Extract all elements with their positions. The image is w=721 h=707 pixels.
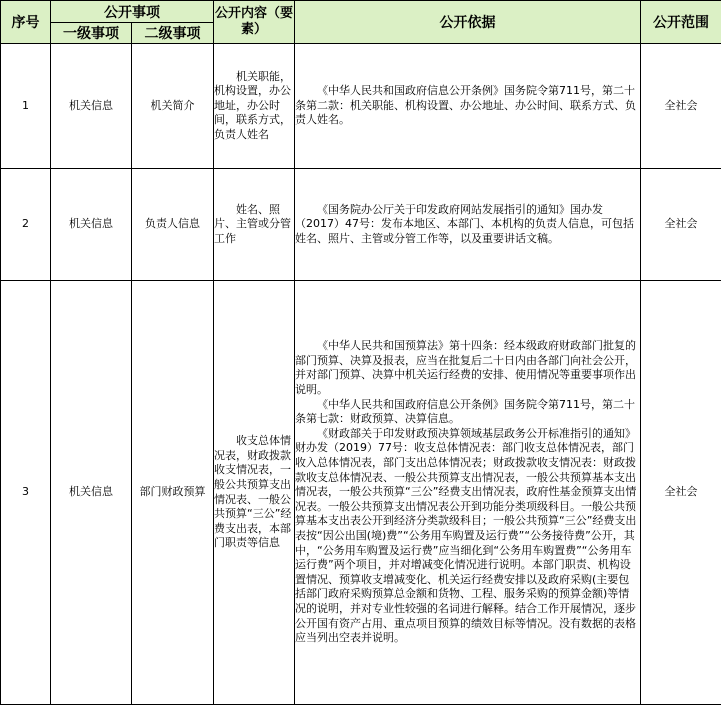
row-content-text: 姓名、照片、主管或分管工作 — [214, 202, 291, 245]
row-seq: 3 — [1, 281, 51, 705]
basis-paragraph: 《中华人民共和国政府信息公开条例》国务院令第711号，第二十条第七款：财政预算、决算信息。 — [295, 397, 635, 426]
row-scope: 全社会 — [641, 281, 721, 705]
basis-paragraph: 《中华人民共和国政府信息公开条例》国务院令第711号，第二十条第二款：机关职能、机构设置、办公地址、办公时间、联系方式、负责人姓名。 — [295, 84, 636, 127]
row-scope: 全社会 — [641, 44, 721, 169]
row-content-text: 机关职能，机构设置，办公地址，办公时间，联系方式，负责人姓名 — [214, 69, 291, 141]
row-content-text: 收支总体情况表，财政拨款收支情况表，一般公共预算支出情况表、一般公共预算“三公”经 费支出表，本部门职责等信息 — [214, 434, 292, 550]
header-scope: 公开范围 — [641, 1, 721, 44]
row-level2: 机关简介 — [132, 44, 214, 169]
row-level2: 部门财政预算 — [132, 281, 214, 705]
row-content — [214, 281, 295, 705]
row-scope: 全社会 — [641, 169, 721, 281]
header-level2: 二级事项 — [132, 23, 214, 44]
row-seq: 2 — [1, 169, 51, 281]
row-level1: 机关信息 — [51, 281, 132, 705]
header-row-top — [1, 1, 721, 23]
basis-paragraph: 《中华人民共和国预算法》第十四条：经本级政府财政部门批复的部门预算、决算及报表，应当在批复后二十日内由各部门向社会公开，并对部门预算、决算中机关运行经费的安排、使用情况等重要事项作出说明。 — [295, 339, 636, 397]
header-basis: 公开依据 — [295, 1, 641, 44]
table-row — [1, 44, 721, 169]
row-level1: 机关信息 — [51, 169, 132, 281]
header-seq: 序号 — [1, 1, 51, 44]
table-row — [1, 169, 721, 281]
header-content: 公开内容（要素） — [214, 1, 295, 44]
row-content — [214, 169, 295, 281]
basis-paragraph: 《国务院办公厅关于印发政府网站发展指引的通知》国办发（2017）47号：发布本地区、本部门、本机构的负责人信息，可包括姓名、照片、主管或分管工作等，以及重要讲话文稿。 — [295, 202, 634, 245]
row-seq: 1 — [1, 44, 51, 169]
header-level1: 一级事项 — [51, 23, 132, 44]
header-matter: 公开事项 — [51, 1, 214, 23]
row-level2: 负责人信息 — [132, 169, 214, 281]
table-row — [1, 281, 721, 705]
row-level1: 机关信息 — [51, 44, 132, 169]
row-basis — [295, 169, 641, 281]
row-basis — [295, 281, 641, 705]
basis-paragraph: 《财政部关于印发财政预决算领域基层政务公开标准指引的通知》财办发（2019）77号：收支总体情况表：部门收支总体情况表，部门收入总体情况表，部门支出总体情况表；财政拨款收支情况表：财政拨款收支总体情况表、一般公共预算支出情况表，一般公共预算基本支出情况表，一般公共预算“三公”经费支出情况表，政府性基金预算支出情况表。一般公共预算支出情况表公开到功能分类项级科目。一般公共预算基本支出表公开到经济分类款级科目；一般公共预算“三公”经费支出表按“因公出国(境)费”“公务用车购置及运行费”“公务接待费”公开，其中，“公务用车购置及运行费”应当细化到“公务用车购置费”“公务用车运行费”两个项目，并对增减变化情况进行说明。本部门职责、机构设置情况、预算收支增减变化、机关运行经费安排以及政府采购(主要包括部门政府采购预算总金额和货物、工程、服务采购的预算金额)等情况的说明，并对专业性较强的名词进行解释。结合工作开展情况，逐步公开国有资产占用、重点项目预算的绩效目标等情况。没有数据的表格应当列出空表并说明。 — [295, 426, 637, 645]
row-content — [214, 44, 295, 169]
row-basis — [295, 44, 641, 169]
